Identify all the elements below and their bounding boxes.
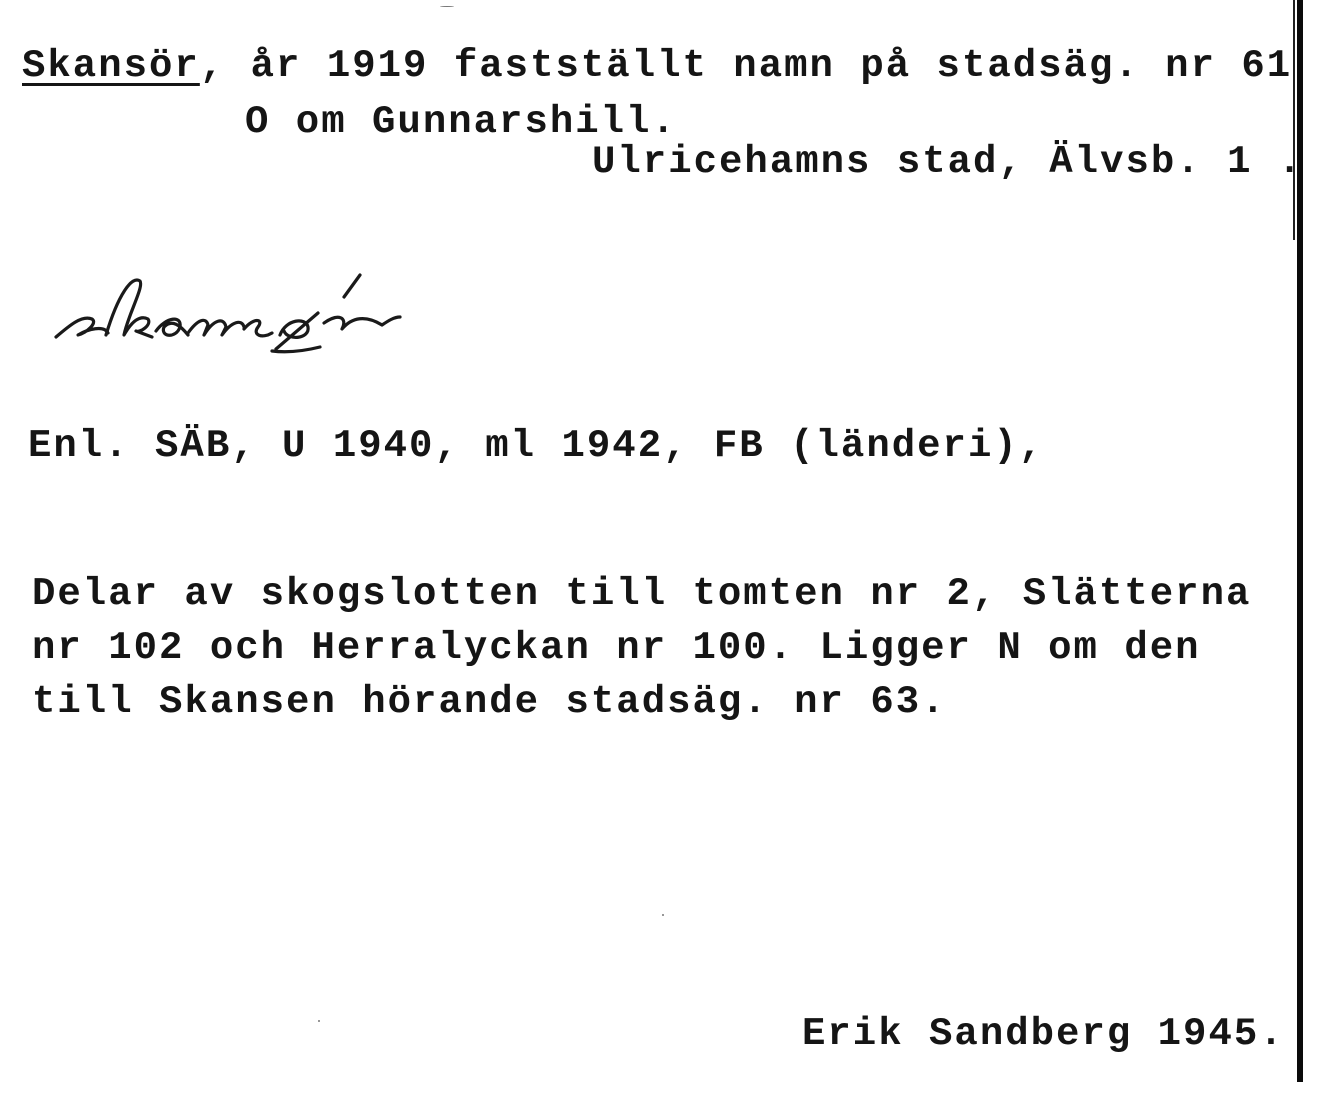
description-line-2: nr 102 och Herralyckan nr 100. Ligger N om den — [32, 626, 1201, 670]
handwritten-signature — [48, 255, 488, 365]
description-line-1: Delar av skogslotten till tomten nr 2, Slätterna — [32, 572, 1252, 616]
sources-line: Enl. SÄB, U 1940, ml 1942, FB (länderi), — [28, 424, 1045, 468]
headword: Skansör — [22, 44, 200, 88]
header-line-2: O om Gunnarshill. — [245, 100, 677, 144]
header-line-1-rest: , år 1919 fastställt namn på stadsäg. nr 61 — [199, 44, 1293, 88]
header-line-1 — [22, 44, 1292, 88]
signature-line: Erik Sandberg 1945. — [802, 1012, 1285, 1056]
card-edge-inner — [1293, 0, 1295, 240]
dust-speck — [440, 6, 454, 7]
description-line-3: till Skansen hörande stadsäg. nr 63. — [32, 680, 947, 724]
location-line: Ulricehamns stad, Älvsb. 1 . — [592, 140, 1304, 184]
dust-speck — [318, 1020, 320, 1022]
dust-speck — [662, 914, 664, 916]
